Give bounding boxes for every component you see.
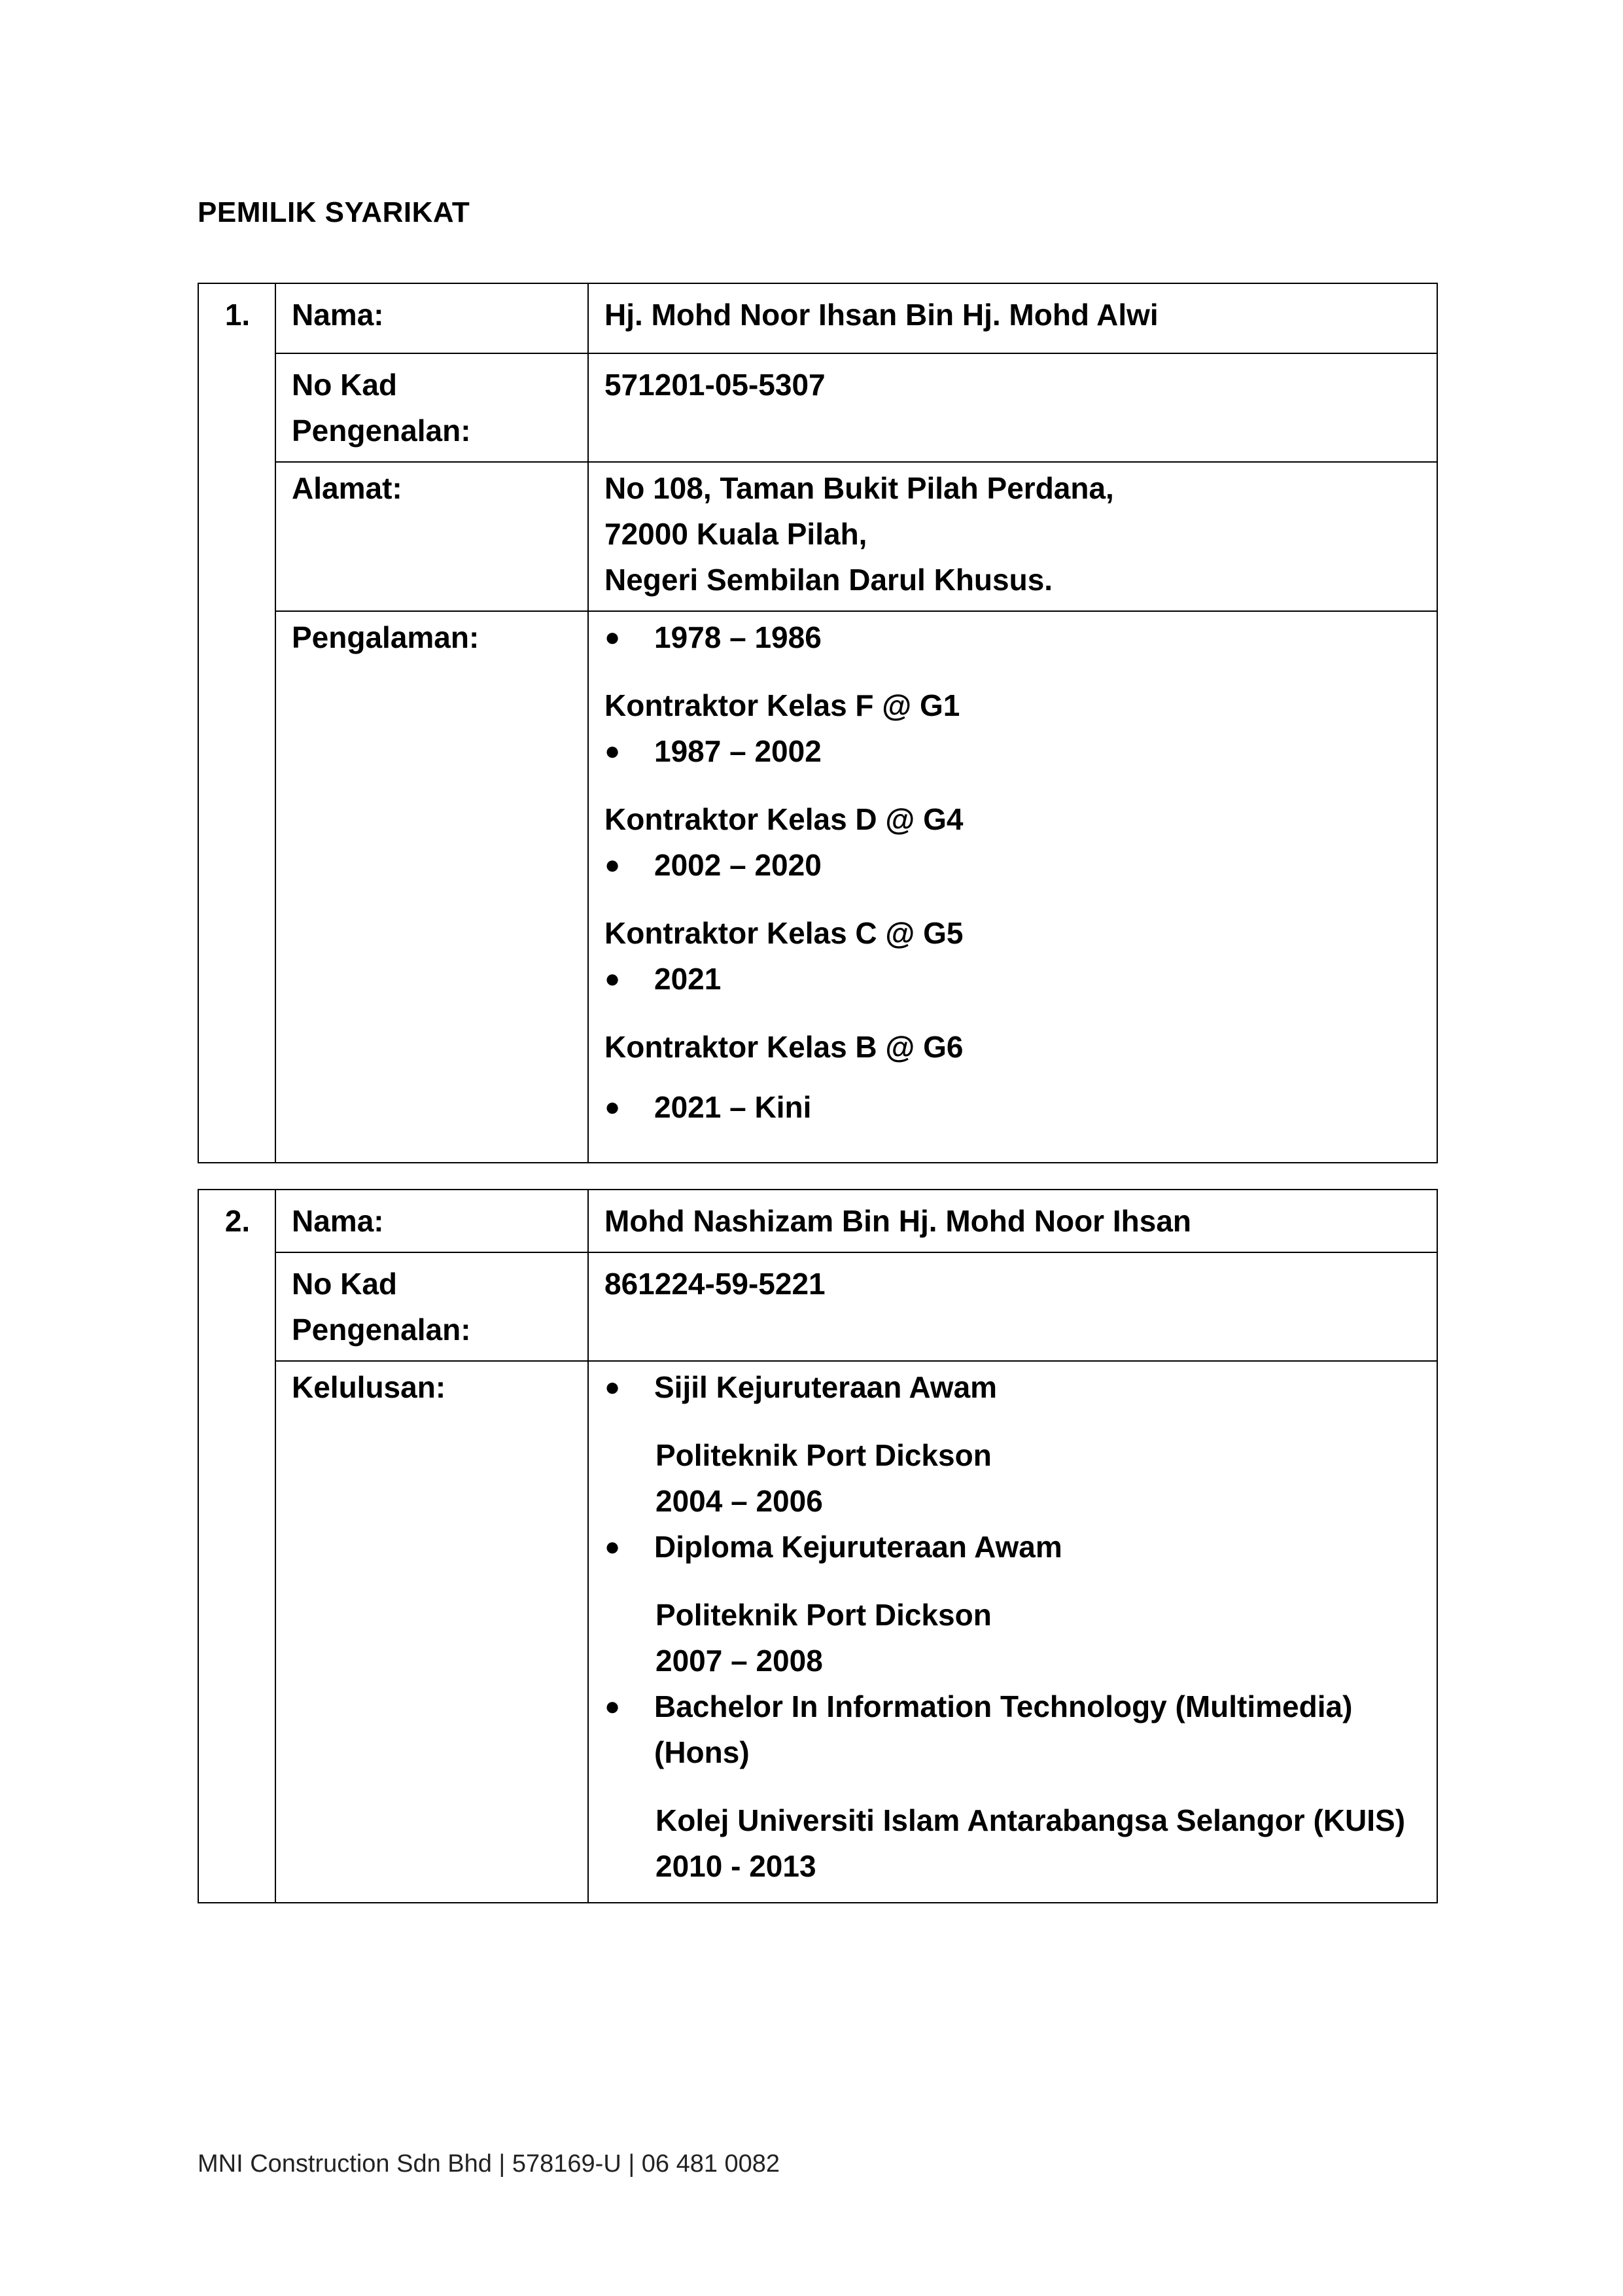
- qualification-list: [588, 1361, 1437, 1903]
- experience-label: Pengalaman:: [275, 611, 588, 1163]
- ic-label: No Kad Pengenalan:: [275, 1252, 588, 1361]
- page-title: PEMILIK SYARIKAT: [198, 196, 470, 228]
- experience-role: Kontraktor Kelas C @ G5: [604, 916, 964, 950]
- ic-label: No Kad Pengenalan:: [275, 353, 588, 462]
- ic-value: 861224-59-5221: [588, 1252, 1437, 1361]
- experience-list: [588, 611, 1437, 1163]
- bullet-icon: ●: [604, 623, 621, 652]
- address-value: [588, 462, 1437, 611]
- experience-role: Kontraktor Kelas D @ G4: [604, 802, 964, 836]
- qualification-title: Sijil Kejuruteraan Awam: [654, 1370, 998, 1404]
- qualification-row: [198, 1361, 1437, 1903]
- name-label: Nama:: [275, 1190, 588, 1252]
- bullet-icon: ●: [604, 964, 621, 993]
- name-value: Hj. Mohd Noor Ihsan Bin Hj. Mohd Alwi: [588, 283, 1437, 353]
- qualification-title-line: Bachelor In Information Technology (Multimedia): [654, 1689, 1353, 1723]
- experience-role: Kontraktor Kelas B @ G6: [604, 1030, 964, 1064]
- address-row: [198, 462, 1437, 611]
- qualification-item: [604, 1524, 1422, 1570]
- qualification-item: [604, 1684, 1422, 1775]
- qualification-years: 2010 - 2013: [655, 1849, 816, 1883]
- owner-number: 1.: [198, 283, 275, 1163]
- qualification-institution: Kolej Universiti Islam Antarabangsa Selangor (KUIS): [655, 1803, 1406, 1837]
- qualification-title-line: (Hons): [654, 1735, 750, 1769]
- qualification-title: [654, 1684, 1422, 1775]
- owner-number: 2.: [198, 1190, 275, 1903]
- name-row: [198, 283, 1437, 353]
- qualification-item: [604, 1364, 1422, 1410]
- address-line: Negeri Sembilan Darul Khusus.: [604, 563, 1053, 597]
- experience-years: 2002 – 2020: [654, 848, 822, 882]
- experience-years: 1978 – 1986: [654, 620, 822, 654]
- qualification-institution: Politeknik Port Dickson: [655, 1598, 992, 1632]
- name-label: Nama:: [275, 283, 588, 353]
- experience-item: [604, 842, 1422, 888]
- experience-item: [604, 1084, 1422, 1130]
- bullet-icon: ●: [604, 737, 621, 766]
- qualification-years: 2007 – 2008: [655, 1644, 823, 1678]
- bullet-icon: ●: [604, 851, 621, 879]
- experience-years: 1987 – 2002: [654, 734, 822, 768]
- experience-row: [198, 611, 1437, 1163]
- experience-years: 2021 – Kini: [654, 1090, 812, 1124]
- bullet-icon: ●: [604, 1373, 621, 1402]
- qualification-label: Kelulusan:: [275, 1361, 588, 1903]
- experience-years: 2021: [654, 962, 722, 996]
- name-row: [198, 1190, 1437, 1252]
- address-label: Alamat:: [275, 462, 588, 611]
- address-line: No 108, Taman Bukit Pilah Perdana,: [604, 471, 1114, 505]
- bullet-icon: ●: [604, 1093, 621, 1122]
- qualification-title: Diploma Kejuruteraan Awam: [654, 1530, 1062, 1564]
- qualification-institution: Politeknik Port Dickson: [655, 1438, 992, 1472]
- experience-item: [604, 614, 1422, 660]
- ic-row: [198, 1252, 1437, 1361]
- bullet-icon: ●: [604, 1532, 621, 1561]
- name-value: Mohd Nashizam Bin Hj. Mohd Noor Ihsan: [588, 1190, 1437, 1252]
- owner-table-1: [198, 283, 1438, 1163]
- bullet-icon: ●: [604, 1692, 621, 1721]
- ic-row: [198, 353, 1437, 462]
- experience-item: [604, 728, 1422, 774]
- experience-item: [604, 956, 1422, 1002]
- address-line: 72000 Kuala Pilah,: [604, 517, 867, 551]
- qualification-years: 2004 – 2006: [655, 1484, 823, 1518]
- ic-value: 571201-05-5307: [588, 353, 1437, 462]
- experience-role: Kontraktor Kelas F @ G1: [604, 688, 960, 722]
- page-footer: MNI Construction Sdn Bhd | 578169-U | 06 481 0082: [198, 2150, 780, 2178]
- owner-table-2: [198, 1189, 1438, 1903]
